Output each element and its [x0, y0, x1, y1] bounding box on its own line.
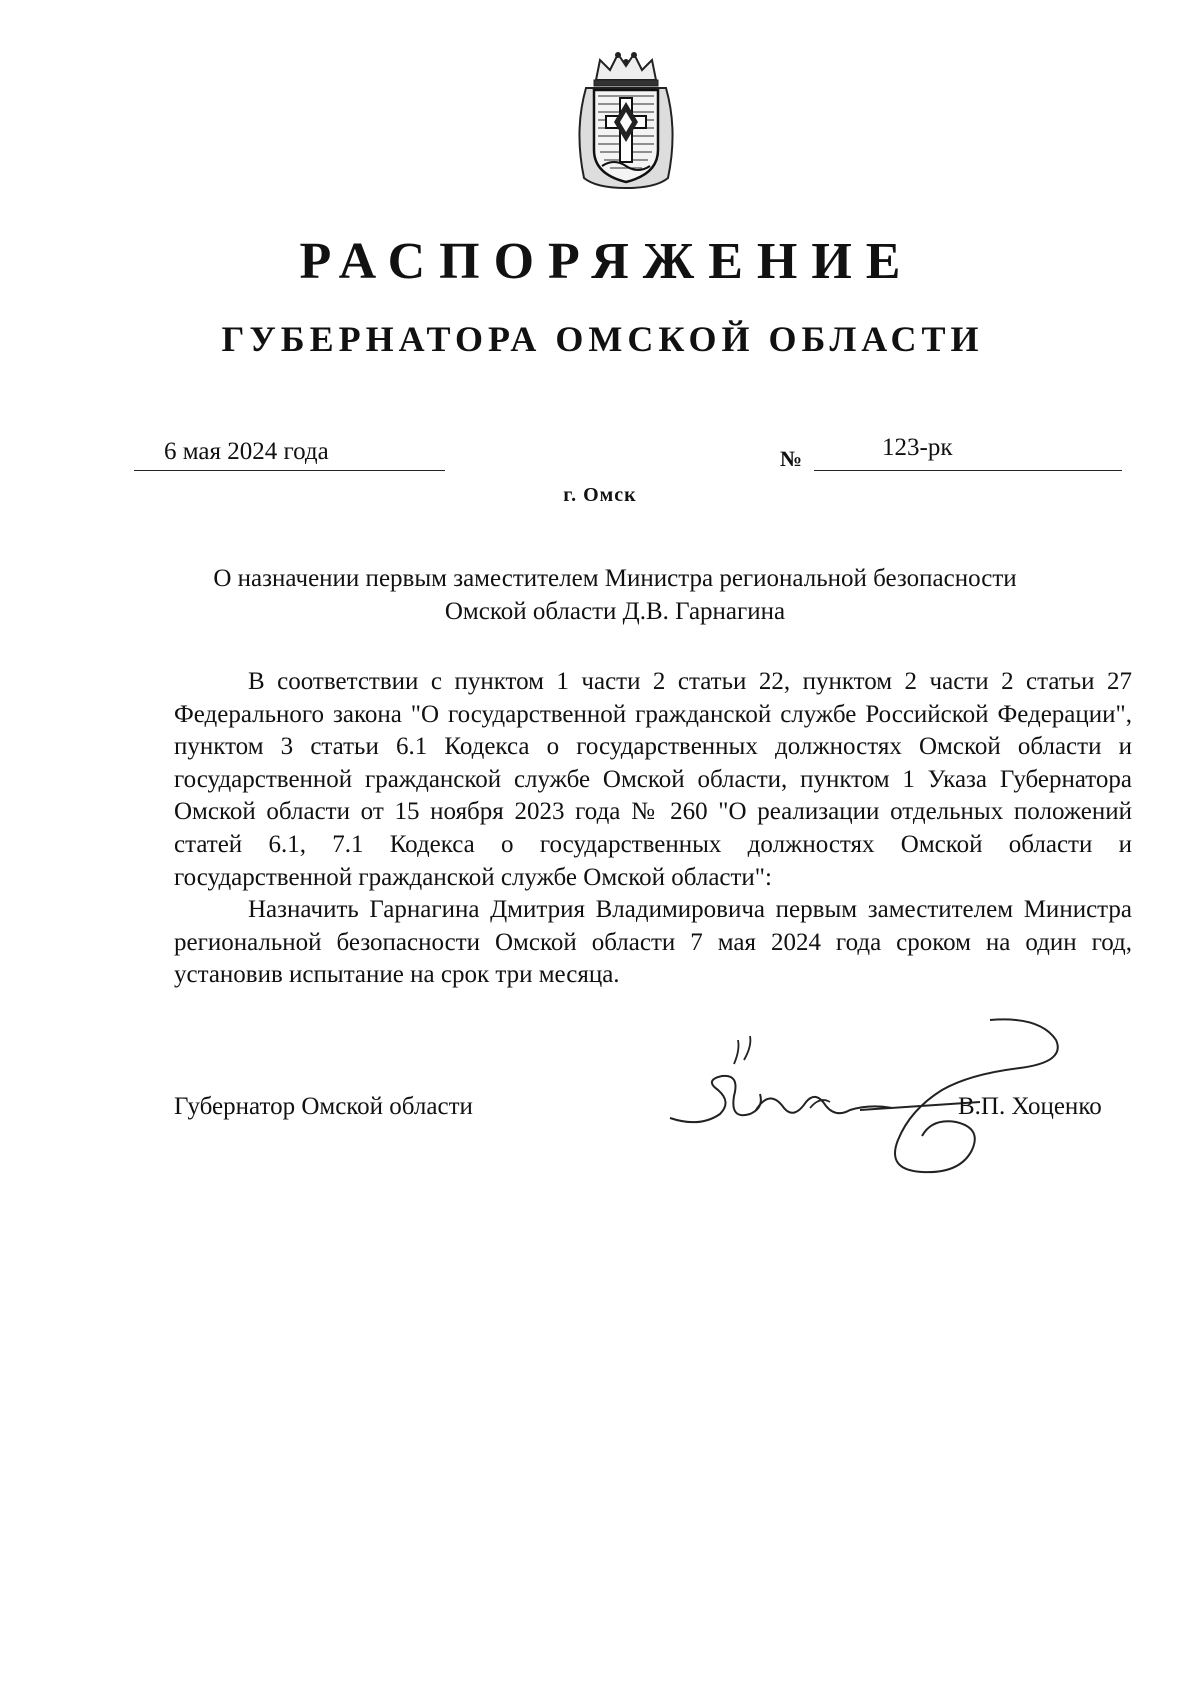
document-body	[174, 666, 1132, 992]
document-number-label: №	[780, 446, 803, 471]
body-paragraph-1: В соответствии с пунктом 1 части 2 статьи 22, пунктом 2 части 2 статьи 27 Федерального закона "О государственной гражданской службе Российской Федерации", пунктом 3 статьи 6.1 Кодекса о государственных должностях Омской области и государственной гражданской службе Омской области, пунктом 1 Указа Губернатора Омской области от 15 ноября 2023 года № 260 "О реализации отдельных положений статей 6.1, 7.1 Кодекса о государственных должностях Омской области и государственной гражданской службе Омской области":	[174, 668, 1132, 891]
document-title: РАСПОРЯЖЕНИЕ	[299, 233, 915, 290]
document-date-value: 6 мая 2024 года	[164, 438, 329, 465]
document-date	[134, 436, 445, 471]
signatory-name: В.П. Хоценко	[958, 1093, 1102, 1120]
body-paragraph-2: Назначить Гарнагина Дмитрия Владимировича первым заместителем Министра региональной безопасности Омской области 7 мая 2024 года сроком на один год, установив испытание на срок три месяца.	[174, 896, 1132, 989]
document-subtitle: ГУБЕРНАТОРА ОМСКОЙ ОБЛАСТИ	[221, 319, 984, 359]
subject-line-2: Омской области Д.В. Гарнагина	[444, 598, 786, 625]
document-subject	[170, 562, 1060, 628]
document-number	[814, 430, 1122, 471]
coat-of-arms-icon	[566, 50, 686, 190]
document-number-value: 123-рк	[882, 434, 953, 461]
document-city: г. Омск	[563, 484, 637, 506]
signatory-position: Губернатор Омской области	[174, 1093, 473, 1120]
subject-line-1: О назначении первым заместителем Министра региональной безопасности	[213, 565, 1017, 592]
